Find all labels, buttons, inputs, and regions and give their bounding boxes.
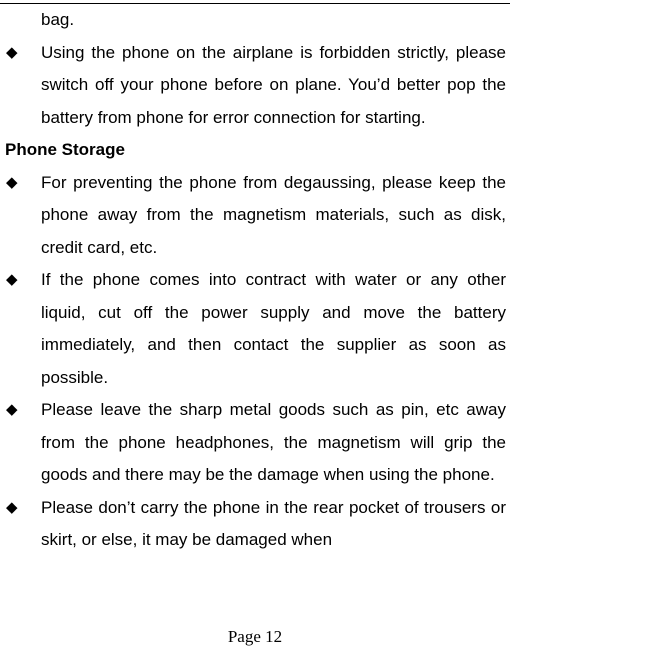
page-number: Page 12 <box>227 627 283 646</box>
diamond-bullet-icon: ◆ <box>6 271 18 288</box>
diamond-bullet-icon: ◆ <box>6 173 18 191</box>
bullet-rear-pocket <box>0 492 510 557</box>
section-heading: Phone Storage <box>5 140 125 159</box>
continuation-text: bag. <box>41 10 75 29</box>
bullet-text: If the phone comes into contract with water or any other liquid, cut off the power supply and move the battery immediately, and then contact the supplier as soon as possible. <box>41 270 506 387</box>
bullet-airplane <box>0 37 510 135</box>
diamond-bullet-icon: ◆ <box>6 401 18 418</box>
bullet-sharp-metal <box>0 394 510 492</box>
bullet-degaussing <box>0 167 510 265</box>
bullet-text: Using the phone on the airplane is forbidden strictly, please switch off your phone before on plane. You’d better pop the battery from phone for error connection for starting. <box>41 42 506 127</box>
bullet-text: Please don’t carry the phone in the rear pocket of trousers or skirt, or else, it may be damaged when <box>41 497 506 549</box>
bullet-water <box>0 264 510 394</box>
diamond-bullet-icon: ◆ <box>6 43 18 61</box>
bullet-text: For preventing the phone from degaussing, please keep the phone away from the magnetism materials, such as disk, credit card, etc. <box>41 172 506 257</box>
diamond-bullet-icon: ◆ <box>6 498 18 516</box>
page-body <box>0 4 510 557</box>
bullet-text: Please leave the sharp metal goods such as pin, etc away from the phone headphones, the magnetism will grip the goods and there may be the damage when using the phone. <box>41 400 506 484</box>
